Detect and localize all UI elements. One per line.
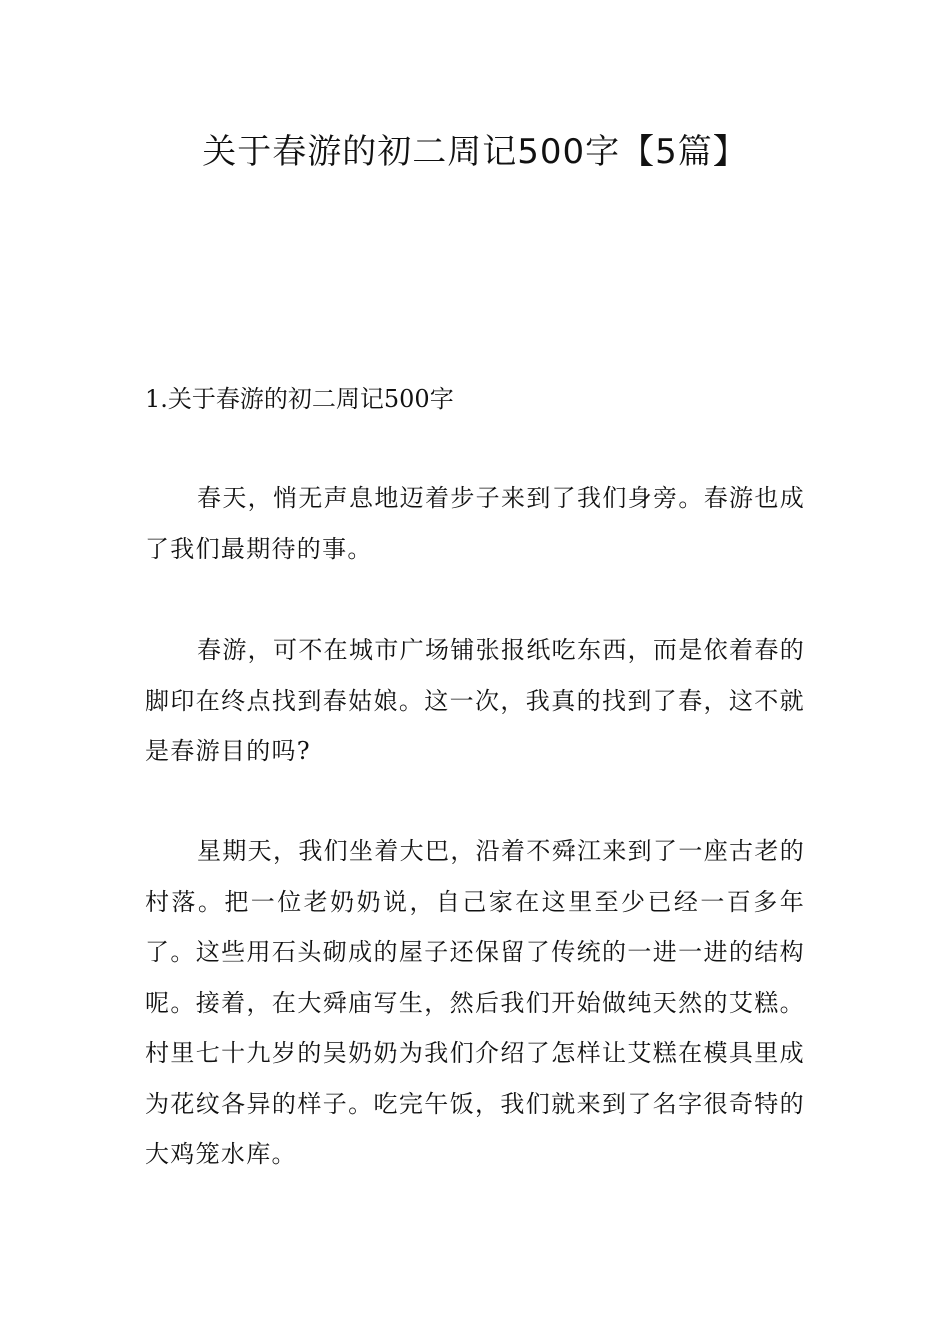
section-heading: 1.关于春游的初二周记500字 xyxy=(145,385,454,413)
paragraph: 春天，悄无声息地迈着步子来到了我们身旁。春游也成了我们最期待的事。 xyxy=(145,484,805,563)
paragraph: 春游，可不在城市广场铺张报纸吃东西，而是依着春的脚印在终点找到春姑娘。这一次，我真的找到了春，这不就是春游目的吗? xyxy=(145,636,805,765)
paragraph: 星期天，我们坐着大巴，沿着不舜江来到了一座古老的村落。把一位老奶奶说，自己家在这里至少已经一百多年了。这些用石头砌成的屋子还保留了传统的一进一进的结构呢。接着，在大舜庙写生，然后我们开始做纯天然的艾糕。村里七十九岁的吴奶奶为我们介绍了怎样让艾糕在模具里成为花纹各异的样子。吃完午饭，我们就来到了名字很奇特的大鸡笼水库。 xyxy=(145,837,805,1168)
document-title: 关于春游的初二周记500字【5篇】 xyxy=(202,132,748,172)
